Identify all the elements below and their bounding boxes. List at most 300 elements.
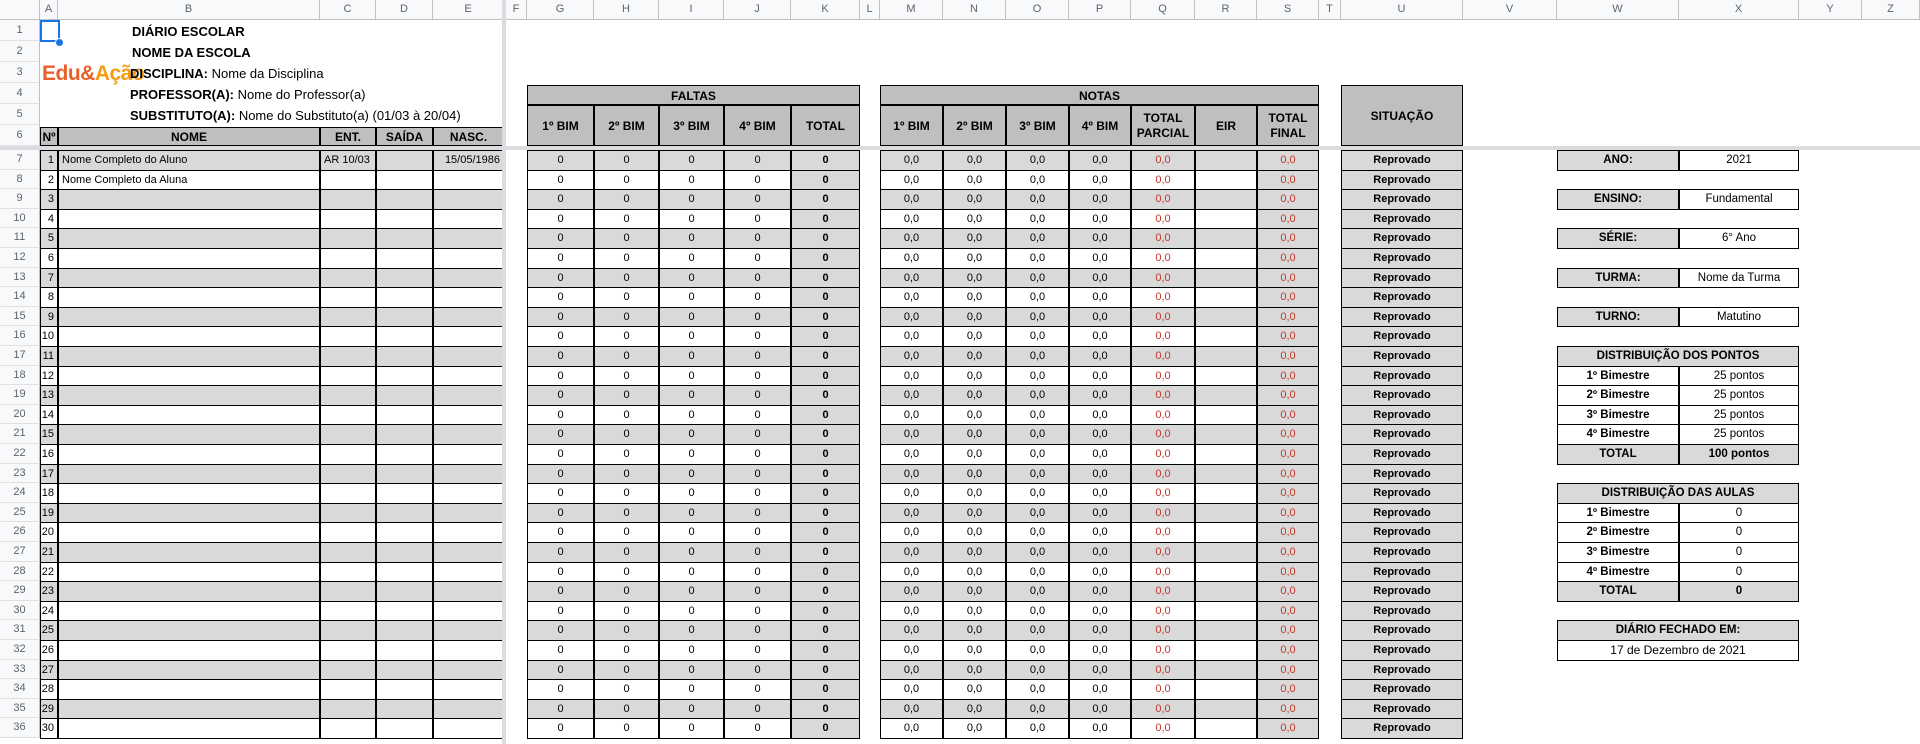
column-header[interactable]: Q [1131,0,1195,20]
student-nasc[interactable] [433,522,504,543]
student-name[interactable] [58,620,320,641]
falta-cell[interactable]: 0 [724,503,791,524]
student-saida[interactable] [376,248,433,269]
student-name[interactable] [58,385,320,406]
falta-cell[interactable]: 0 [594,228,659,249]
row-header[interactable]: 7 [0,150,40,170]
student-name[interactable] [58,483,320,504]
student-name[interactable] [58,699,320,720]
pontos-value[interactable]: 25 pontos [1679,385,1799,406]
falta-cell[interactable]: 0 [594,522,659,543]
student-nasc[interactable] [433,699,504,720]
total-parcial-cell[interactable]: 0,0 [1131,699,1195,720]
eir-cell[interactable] [1195,424,1257,445]
student-name[interactable] [58,248,320,269]
falta-cell[interactable]: 0 [659,405,724,426]
falta-cell[interactable]: 0 [724,679,791,700]
total-parcial-cell[interactable]: 0,0 [1131,150,1195,171]
student-saida[interactable] [376,464,433,485]
falta-total-cell[interactable]: 0 [791,248,860,269]
select-all-corner[interactable] [0,0,40,20]
nota-cell[interactable]: 0,0 [1006,424,1069,445]
situacao-cell[interactable]: Reprovado [1341,464,1463,485]
student-ent[interactable] [320,483,376,504]
student-saida[interactable] [376,366,433,387]
total-final-cell[interactable]: 0,0 [1257,248,1319,269]
falta-cell[interactable]: 0 [659,346,724,367]
student-ent[interactable] [320,405,376,426]
total-final-cell[interactable]: 0,0 [1257,601,1319,622]
total-final-cell[interactable]: 0,0 [1257,346,1319,367]
row-header[interactable]: 19 [0,385,40,405]
aulas-value[interactable]: 0 [1679,503,1799,524]
column-header[interactable]: R [1195,0,1257,20]
student-ent[interactable] [320,601,376,622]
nota-cell[interactable]: 0,0 [1006,170,1069,191]
nota-cell[interactable]: 0,0 [880,307,943,328]
student-number[interactable]: 2 [40,170,58,191]
falta-total-cell[interactable]: 0 [791,464,860,485]
falta-total-cell[interactable]: 0 [791,444,860,465]
student-number[interactable]: 27 [40,660,58,681]
nota-cell[interactable]: 0,0 [943,522,1006,543]
falta-cell[interactable]: 0 [527,170,594,191]
student-number[interactable]: 10 [40,326,58,347]
row-header[interactable]: 36 [0,718,40,738]
nota-cell[interactable]: 0,0 [880,718,943,739]
nota-cell[interactable]: 0,0 [943,366,1006,387]
falta-cell[interactable]: 0 [659,150,724,171]
falta-cell[interactable]: 0 [594,307,659,328]
falta-cell[interactable]: 0 [527,503,594,524]
student-saida[interactable] [376,346,433,367]
falta-cell[interactable]: 0 [527,405,594,426]
student-name[interactable] [58,522,320,543]
nota-cell[interactable]: 0,0 [1006,405,1069,426]
nota-cell[interactable]: 0,0 [943,268,1006,289]
column-header[interactable]: J [724,0,791,20]
column-header[interactable]: K [791,0,860,20]
falta-cell[interactable]: 0 [594,424,659,445]
nota-cell[interactable]: 0,0 [1069,326,1131,347]
nota-cell[interactable]: 0,0 [943,660,1006,681]
total-parcial-cell[interactable]: 0,0 [1131,483,1195,504]
falta-cell[interactable]: 0 [724,405,791,426]
student-ent[interactable] [320,640,376,661]
nota-cell[interactable]: 0,0 [880,287,943,308]
total-final-cell[interactable]: 0,0 [1257,424,1319,445]
student-ent[interactable]: AR 10/03 [320,150,376,171]
nota-cell[interactable]: 0,0 [1069,640,1131,661]
situacao-cell[interactable]: Reprovado [1341,424,1463,445]
student-ent[interactable] [320,464,376,485]
student-saida[interactable] [376,562,433,583]
student-name[interactable] [58,366,320,387]
falta-cell[interactable]: 0 [527,326,594,347]
situacao-cell[interactable]: Reprovado [1341,562,1463,583]
row-header[interactable]: 10 [0,209,40,229]
nota-cell[interactable]: 0,0 [880,424,943,445]
situacao-cell[interactable]: Reprovado [1341,366,1463,387]
pontos-value[interactable]: 25 pontos [1679,405,1799,426]
nota-cell[interactable]: 0,0 [880,699,943,720]
fechado-value[interactable]: 17 de Dezembro de 2021 [1557,640,1799,661]
total-final-cell[interactable]: 0,0 [1257,287,1319,308]
falta-cell[interactable]: 0 [724,660,791,681]
student-number[interactable]: 19 [40,503,58,524]
total-final-cell[interactable]: 0,0 [1257,189,1319,210]
row-header[interactable]: 21 [0,424,40,444]
total-final-cell[interactable]: 0,0 [1257,170,1319,191]
falta-cell[interactable]: 0 [527,640,594,661]
nota-cell[interactable]: 0,0 [943,620,1006,641]
student-nasc[interactable] [433,209,504,230]
eir-cell[interactable] [1195,444,1257,465]
total-parcial-cell[interactable]: 0,0 [1131,189,1195,210]
total-final-cell[interactable]: 0,0 [1257,483,1319,504]
row-header[interactable]: 3 [0,62,40,83]
student-number[interactable]: 23 [40,581,58,602]
student-ent[interactable] [320,522,376,543]
student-saida[interactable] [376,424,433,445]
falta-total-cell[interactable]: 0 [791,150,860,171]
falta-cell[interactable]: 0 [527,483,594,504]
nota-cell[interactable]: 0,0 [1069,503,1131,524]
student-nasc[interactable] [433,718,504,739]
student-nasc[interactable] [433,189,504,210]
falta-cell[interactable]: 0 [724,228,791,249]
falta-total-cell[interactable]: 0 [791,522,860,543]
nota-cell[interactable]: 0,0 [943,228,1006,249]
ensino-value[interactable]: Fundamental [1679,189,1799,210]
falta-total-cell[interactable]: 0 [791,679,860,700]
falta-total-cell[interactable]: 0 [791,268,860,289]
total-parcial-cell[interactable]: 0,0 [1131,542,1195,563]
row-header[interactable]: 28 [0,562,40,582]
falta-cell[interactable]: 0 [724,346,791,367]
falta-cell[interactable]: 0 [594,660,659,681]
nota-cell[interactable]: 0,0 [943,405,1006,426]
nota-cell[interactable]: 0,0 [1006,464,1069,485]
nota-cell[interactable]: 0,0 [880,346,943,367]
total-final-cell[interactable]: 0,0 [1257,307,1319,328]
falta-cell[interactable]: 0 [659,620,724,641]
falta-total-cell[interactable]: 0 [791,660,860,681]
student-number[interactable]: 17 [40,464,58,485]
falta-total-cell[interactable]: 0 [791,601,860,622]
row-header[interactable]: 22 [0,444,40,464]
falta-cell[interactable]: 0 [594,444,659,465]
total-parcial-cell[interactable]: 0,0 [1131,346,1195,367]
student-saida[interactable] [376,228,433,249]
total-final-cell[interactable]: 0,0 [1257,268,1319,289]
student-nasc[interactable] [433,503,504,524]
nota-cell[interactable]: 0,0 [943,699,1006,720]
falta-total-cell[interactable]: 0 [791,209,860,230]
total-parcial-cell[interactable]: 0,0 [1131,209,1195,230]
student-ent[interactable] [320,679,376,700]
eir-cell[interactable] [1195,679,1257,700]
total-parcial-cell[interactable]: 0,0 [1131,268,1195,289]
nota-cell[interactable]: 0,0 [943,640,1006,661]
falta-cell[interactable]: 0 [527,209,594,230]
nota-cell[interactable]: 0,0 [943,189,1006,210]
nota-cell[interactable]: 0,0 [1069,287,1131,308]
student-saida[interactable] [376,268,433,289]
row-header[interactable]: 15 [0,307,40,327]
falta-cell[interactable]: 0 [594,679,659,700]
column-header[interactable]: C [320,0,376,20]
nota-cell[interactable]: 0,0 [880,385,943,406]
falta-cell[interactable]: 0 [594,581,659,602]
falta-cell[interactable]: 0 [527,581,594,602]
falta-cell[interactable]: 0 [527,268,594,289]
column-header[interactable]: N [943,0,1006,20]
student-saida[interactable] [376,307,433,328]
falta-cell[interactable]: 0 [594,640,659,661]
nota-cell[interactable]: 0,0 [880,562,943,583]
nota-cell[interactable]: 0,0 [880,189,943,210]
falta-cell[interactable]: 0 [527,248,594,269]
student-saida[interactable] [376,718,433,739]
nota-cell[interactable]: 0,0 [1006,228,1069,249]
eir-cell[interactable] [1195,326,1257,347]
nota-cell[interactable]: 0,0 [943,444,1006,465]
student-number[interactable]: 1 [40,150,58,171]
student-ent[interactable] [320,268,376,289]
student-ent[interactable] [320,699,376,720]
falta-cell[interactable]: 0 [527,542,594,563]
nota-cell[interactable]: 0,0 [943,542,1006,563]
student-saida[interactable] [376,522,433,543]
falta-total-cell[interactable]: 0 [791,581,860,602]
falta-cell[interactable]: 0 [724,150,791,171]
row-header[interactable]: 1 [0,20,40,41]
nota-cell[interactable]: 0,0 [943,287,1006,308]
situacao-cell[interactable]: Reprovado [1341,699,1463,720]
total-parcial-cell[interactable]: 0,0 [1131,522,1195,543]
student-nasc[interactable] [433,268,504,289]
total-parcial-cell[interactable]: 0,0 [1131,581,1195,602]
student-saida[interactable] [376,660,433,681]
student-name[interactable] [58,307,320,328]
nota-cell[interactable]: 0,0 [1006,581,1069,602]
situacao-cell[interactable]: Reprovado [1341,228,1463,249]
nota-cell[interactable]: 0,0 [1069,424,1131,445]
falta-cell[interactable]: 0 [659,248,724,269]
nota-cell[interactable]: 0,0 [943,464,1006,485]
student-number[interactable]: 24 [40,601,58,622]
falta-cell[interactable]: 0 [659,679,724,700]
student-name[interactable] [58,268,320,289]
student-nasc[interactable] [433,385,504,406]
student-number[interactable]: 21 [40,542,58,563]
nota-cell[interactable]: 0,0 [1069,542,1131,563]
nota-cell[interactable]: 0,0 [1006,601,1069,622]
nota-cell[interactable]: 0,0 [880,170,943,191]
nota-cell[interactable]: 0,0 [943,326,1006,347]
row-header[interactable]: 25 [0,503,40,523]
total-parcial-cell[interactable]: 0,0 [1131,248,1195,269]
eir-cell[interactable] [1195,483,1257,504]
row-header[interactable]: 13 [0,268,40,288]
eir-cell[interactable] [1195,562,1257,583]
row-header[interactable]: 6 [0,125,40,146]
column-header[interactable]: D [376,0,433,20]
falta-cell[interactable]: 0 [594,620,659,641]
falta-cell[interactable]: 0 [527,718,594,739]
situacao-cell[interactable]: Reprovado [1341,385,1463,406]
total-final-cell[interactable]: 0,0 [1257,679,1319,700]
total-parcial-cell[interactable]: 0,0 [1131,444,1195,465]
student-nasc[interactable] [433,405,504,426]
student-nasc[interactable] [433,620,504,641]
student-saida[interactable] [376,444,433,465]
student-nasc[interactable] [433,366,504,387]
nota-cell[interactable]: 0,0 [1006,483,1069,504]
student-number[interactable]: 30 [40,718,58,739]
column-header[interactable]: X [1679,0,1799,20]
column-header[interactable]: Y [1799,0,1862,20]
situacao-cell[interactable]: Reprovado [1341,209,1463,230]
column-header[interactable]: S [1257,0,1319,20]
total-final-cell[interactable]: 0,0 [1257,562,1319,583]
eir-cell[interactable] [1195,150,1257,171]
falta-cell[interactable]: 0 [724,542,791,563]
falta-cell[interactable]: 0 [594,248,659,269]
student-saida[interactable] [376,405,433,426]
falta-cell[interactable]: 0 [594,464,659,485]
situacao-cell[interactable]: Reprovado [1341,503,1463,524]
pontos-value[interactable]: 25 pontos [1679,366,1799,387]
nota-cell[interactable]: 0,0 [1069,189,1131,210]
situacao-cell[interactable]: Reprovado [1341,170,1463,191]
row-header[interactable]: 17 [0,346,40,366]
turma-value[interactable]: Nome da Turma [1679,268,1799,289]
nota-cell[interactable]: 0,0 [943,483,1006,504]
total-final-cell[interactable]: 0,0 [1257,366,1319,387]
falta-cell[interactable]: 0 [594,483,659,504]
falta-cell[interactable]: 0 [659,581,724,602]
row-header[interactable]: 24 [0,483,40,503]
falta-cell[interactable]: 0 [594,601,659,622]
situacao-cell[interactable]: Reprovado [1341,660,1463,681]
row-header[interactable]: 5 [0,104,40,125]
falta-cell[interactable]: 0 [527,228,594,249]
situacao-cell[interactable]: Reprovado [1341,444,1463,465]
nota-cell[interactable]: 0,0 [1069,366,1131,387]
column-header[interactable]: V [1463,0,1557,20]
falta-cell[interactable]: 0 [594,718,659,739]
falta-total-cell[interactable]: 0 [791,620,860,641]
falta-cell[interactable]: 0 [594,189,659,210]
situacao-cell[interactable]: Reprovado [1341,483,1463,504]
student-saida[interactable] [376,150,433,171]
student-number[interactable]: 22 [40,562,58,583]
total-parcial-cell[interactable]: 0,0 [1131,620,1195,641]
nota-cell[interactable]: 0,0 [943,503,1006,524]
total-parcial-cell[interactable]: 0,0 [1131,562,1195,583]
nota-cell[interactable]: 0,0 [1006,562,1069,583]
eir-cell[interactable] [1195,464,1257,485]
nota-cell[interactable]: 0,0 [1069,464,1131,485]
student-number[interactable]: 5 [40,228,58,249]
student-name[interactable] [58,542,320,563]
nota-cell[interactable]: 0,0 [1069,562,1131,583]
student-number[interactable]: 29 [40,699,58,720]
nota-cell[interactable]: 0,0 [943,346,1006,367]
situacao-cell[interactable]: Reprovado [1341,150,1463,171]
nota-cell[interactable]: 0,0 [943,581,1006,602]
nota-cell[interactable]: 0,0 [1006,679,1069,700]
student-saida[interactable] [376,640,433,661]
falta-cell[interactable]: 0 [527,366,594,387]
nota-cell[interactable]: 0,0 [1069,248,1131,269]
situacao-cell[interactable]: Reprovado [1341,405,1463,426]
student-name[interactable] [58,346,320,367]
situacao-cell[interactable]: Reprovado [1341,346,1463,367]
falta-total-cell[interactable]: 0 [791,307,860,328]
falta-cell[interactable]: 0 [724,483,791,504]
student-nasc[interactable] [433,346,504,367]
falta-cell[interactable]: 0 [724,444,791,465]
falta-cell[interactable]: 0 [724,699,791,720]
falta-cell[interactable]: 0 [594,385,659,406]
falta-cell[interactable]: 0 [527,307,594,328]
total-final-cell[interactable]: 0,0 [1257,209,1319,230]
eir-cell[interactable] [1195,307,1257,328]
nota-cell[interactable]: 0,0 [1069,679,1131,700]
nota-cell[interactable]: 0,0 [880,660,943,681]
nota-cell[interactable]: 0,0 [943,424,1006,445]
situacao-cell[interactable]: Reprovado [1341,248,1463,269]
student-name[interactable] [58,679,320,700]
total-final-cell[interactable]: 0,0 [1257,503,1319,524]
student-number[interactable]: 18 [40,483,58,504]
student-number[interactable]: 15 [40,424,58,445]
falta-cell[interactable]: 0 [724,209,791,230]
eir-cell[interactable] [1195,699,1257,720]
falta-total-cell[interactable]: 0 [791,483,860,504]
falta-cell[interactable]: 0 [594,366,659,387]
eir-cell[interactable] [1195,405,1257,426]
student-nasc[interactable] [433,640,504,661]
nota-cell[interactable]: 0,0 [1069,307,1131,328]
total-parcial-cell[interactable]: 0,0 [1131,405,1195,426]
student-name[interactable] [58,660,320,681]
falta-cell[interactable]: 0 [724,170,791,191]
eir-cell[interactable] [1195,385,1257,406]
pontos-value[interactable]: 25 pontos [1679,424,1799,445]
falta-cell[interactable]: 0 [527,385,594,406]
falta-total-cell[interactable]: 0 [791,326,860,347]
frozen-row-divider[interactable] [0,146,1920,150]
situacao-cell[interactable]: Reprovado [1341,287,1463,308]
student-saida[interactable] [376,503,433,524]
total-final-cell[interactable]: 0,0 [1257,444,1319,465]
nota-cell[interactable]: 0,0 [943,209,1006,230]
student-name[interactable]: Nome Completo da Aluna [58,170,320,191]
aulas-value[interactable]: 0 [1679,522,1799,543]
eir-cell[interactable] [1195,522,1257,543]
nota-cell[interactable]: 0,0 [1069,483,1131,504]
eir-cell[interactable] [1195,620,1257,641]
total-final-cell[interactable]: 0,0 [1257,660,1319,681]
falta-cell[interactable]: 0 [659,522,724,543]
nota-cell[interactable]: 0,0 [1006,640,1069,661]
student-nasc[interactable] [433,424,504,445]
falta-cell[interactable]: 0 [659,287,724,308]
